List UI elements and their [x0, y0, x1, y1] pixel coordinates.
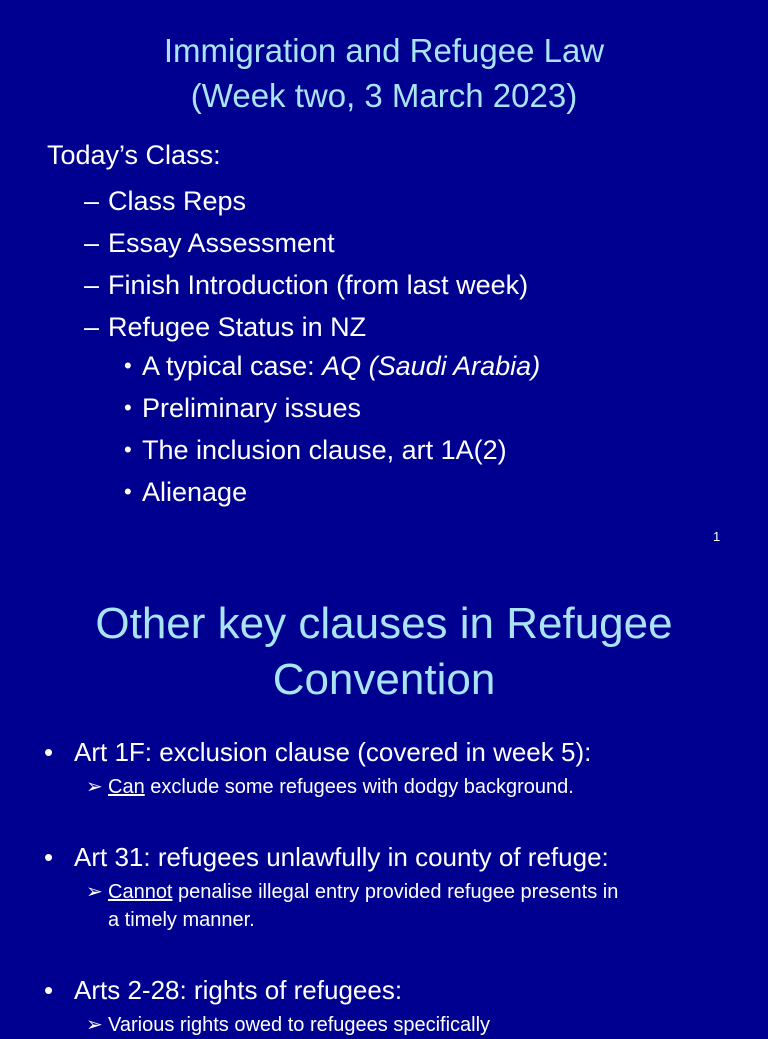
bullet-dot: •: [124, 479, 132, 504]
arrow-icon: ➢: [86, 881, 103, 903]
bullet-text: The inclusion clause, art 1A(2): [142, 435, 507, 465]
clause-sub-text: penalise illegal entry provided refugee presents in: [172, 881, 619, 903]
slide-1-title: [0, 28, 768, 118]
bullet-item: [124, 429, 540, 471]
title-line-1: Other key clauses in Refugee: [95, 599, 673, 648]
dash-glyph: –: [84, 228, 100, 258]
clause-keyword: Cannot: [108, 881, 173, 903]
bullet-dot: •: [124, 437, 132, 462]
bullet-dot: •: [44, 842, 54, 872]
dash-item: [84, 264, 528, 306]
bullet-item: [124, 471, 540, 513]
dash-glyph: –: [84, 312, 100, 342]
clause-sub-item: [86, 1011, 726, 1039]
title-line-1: Immigration and Refugee Law: [163, 32, 605, 69]
title-line-2: Convention: [272, 655, 496, 704]
clause-heading: Arts 2-28: rights of refugees:: [74, 975, 403, 1005]
slide-2-title: [0, 596, 768, 708]
dash-item: [84, 222, 528, 264]
clause-heading: Art 31: refugees unlawfully in county of refuge:: [74, 842, 609, 872]
arrow-icon: ➢: [86, 776, 103, 798]
bullet-list: [124, 345, 540, 513]
clause-sub-item: [86, 878, 726, 934]
clause-sub-text: exclude some refugees with dodgy background.: [144, 776, 574, 798]
bullet-dot: •: [124, 395, 132, 420]
bullet-italic-text: AQ (Saudi Arabia): [322, 351, 541, 381]
bullet-dot: •: [44, 737, 54, 767]
dash-item-text: Refugee Status in NZ: [108, 312, 367, 342]
clause-item: [44, 975, 402, 1005]
clause-item: [44, 737, 591, 767]
bullet-text: Alienage: [142, 477, 248, 507]
clause-item: [44, 842, 609, 872]
page-number: 1: [713, 529, 721, 544]
bullet-item: [124, 387, 540, 429]
clause-heading: Art 1F: exclusion clause (covered in week 5):: [74, 737, 592, 767]
title-line-2: (Week two, 3 March 2023): [190, 77, 578, 114]
dash-list: [84, 180, 528, 348]
bullet-text: A typical case:: [142, 351, 323, 381]
arrow-icon: ➢: [86, 1014, 103, 1036]
clause-sub-item: [86, 773, 726, 801]
bullet-dot: •: [44, 975, 54, 1005]
slide-2: [0, 560, 768, 1036]
bullet-item: [124, 345, 540, 387]
clause-keyword: Can: [108, 776, 145, 798]
dash-glyph: –: [84, 270, 100, 300]
dash-item: [84, 306, 528, 348]
clause-sub-text: Various rights owed to refugees specifically: [108, 1014, 491, 1036]
dash-item-text: Class Reps: [108, 186, 247, 216]
bullet-dot: •: [124, 353, 132, 378]
clause-sub-text-line2: a timely manner.: [108, 909, 255, 931]
intro-heading: Today’s Class:: [47, 140, 221, 170]
dash-item-text: Finish Introduction (from last week): [108, 270, 529, 300]
dash-glyph: –: [84, 186, 100, 216]
bullet-text: Preliminary issues: [142, 393, 362, 423]
dash-item: [84, 180, 528, 222]
dash-item-text: Essay Assessment: [108, 228, 335, 258]
